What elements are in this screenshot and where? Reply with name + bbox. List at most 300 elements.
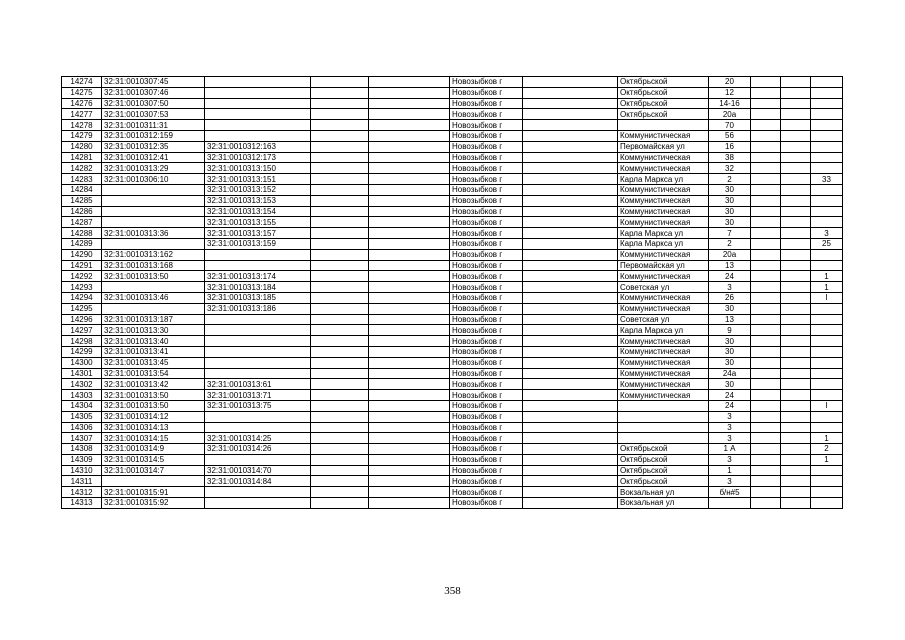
city-cell: Новозыбков г	[450, 465, 523, 476]
empty-column-cell	[311, 184, 369, 195]
empty-column-cell	[311, 163, 369, 174]
empty-column-cell	[523, 98, 618, 109]
empty-column-cell	[781, 174, 811, 185]
city-cell: Новозыбков г	[450, 444, 523, 455]
empty-column-cell	[751, 465, 781, 476]
linked-cadastral-number-cell: 32:31:0010314:26	[205, 444, 311, 455]
empty-column-cell	[781, 238, 811, 249]
empty-column-cell	[523, 217, 618, 228]
record-number-cell: 14311	[62, 476, 102, 487]
record-number-cell: 14292	[62, 271, 102, 282]
table-row	[62, 217, 843, 228]
empty-column-cell	[751, 217, 781, 228]
cadastral-number-cell: 32:31:0010313:50	[102, 390, 205, 401]
house-number-cell: 3	[709, 282, 751, 293]
street-cell: Коммунистическая	[618, 292, 709, 303]
record-number-cell: 14293	[62, 282, 102, 293]
empty-column-cell	[781, 228, 811, 239]
empty-column-cell	[523, 292, 618, 303]
empty-column-cell	[369, 314, 450, 325]
house-number-cell: 26	[709, 292, 751, 303]
empty-column-cell	[369, 195, 450, 206]
cadastral-number-cell: 32:31:0010313:168	[102, 260, 205, 271]
table-row	[62, 271, 843, 282]
linked-cadastral-number-cell	[205, 120, 311, 131]
empty-column-cell	[369, 454, 450, 465]
table-row	[62, 303, 843, 314]
linked-cadastral-number-cell: 32:31:0010313:184	[205, 282, 311, 293]
linked-cadastral-number-cell	[205, 368, 311, 379]
empty-column-cell	[369, 163, 450, 174]
table-row	[62, 314, 843, 325]
house-number-cell: 30	[709, 195, 751, 206]
empty-column-cell	[523, 206, 618, 217]
empty-column-cell	[751, 346, 781, 357]
empty-column-cell	[523, 422, 618, 433]
empty-column-cell	[369, 77, 450, 88]
empty-column-cell	[523, 184, 618, 195]
apartment-cell	[811, 498, 843, 509]
empty-column-cell	[751, 400, 781, 411]
empty-column-cell	[523, 454, 618, 465]
empty-column-cell	[781, 98, 811, 109]
street-cell: Карла Маркса ул	[618, 325, 709, 336]
linked-cadastral-number-cell	[205, 249, 311, 260]
empty-column-cell	[369, 206, 450, 217]
registry-table-body	[62, 77, 843, 509]
cadastral-number-cell	[102, 184, 205, 195]
empty-column-cell	[781, 454, 811, 465]
house-number-cell: 3	[709, 476, 751, 487]
house-number-cell: 1	[709, 465, 751, 476]
empty-column-cell	[781, 444, 811, 455]
empty-column-cell	[369, 325, 450, 336]
empty-column-cell	[781, 433, 811, 444]
linked-cadastral-number-cell: 32:31:0010312:173	[205, 152, 311, 163]
city-cell: Новозыбков г	[450, 357, 523, 368]
empty-column-cell	[369, 109, 450, 120]
apartment-cell	[811, 476, 843, 487]
empty-column-cell	[311, 238, 369, 249]
house-number-cell: 30	[709, 184, 751, 195]
house-number-cell	[709, 498, 751, 509]
record-number-cell: 14282	[62, 163, 102, 174]
empty-column-cell	[751, 109, 781, 120]
record-number-cell: 14280	[62, 141, 102, 152]
street-cell: Карла Маркса ул	[618, 174, 709, 185]
empty-column-cell	[781, 184, 811, 195]
street-cell: Октябрьской	[618, 77, 709, 88]
empty-column-cell	[369, 130, 450, 141]
street-cell: Коммунистическая	[618, 357, 709, 368]
empty-column-cell	[311, 206, 369, 217]
record-number-cell: 14294	[62, 292, 102, 303]
empty-column-cell	[311, 379, 369, 390]
empty-column-cell	[781, 271, 811, 282]
empty-column-cell	[523, 346, 618, 357]
table-row	[62, 130, 843, 141]
table-row	[62, 454, 843, 465]
street-cell: Карла Маркса ул	[618, 238, 709, 249]
city-cell: Новозыбков г	[450, 163, 523, 174]
table-row	[62, 238, 843, 249]
street-cell: Коммунистическая	[618, 206, 709, 217]
table-row	[62, 498, 843, 509]
empty-column-cell	[751, 98, 781, 109]
street-cell: Вокзальная ул	[618, 498, 709, 509]
empty-column-cell	[751, 379, 781, 390]
empty-column-cell	[369, 476, 450, 487]
cadastral-number-cell: 32:31:0010314:15	[102, 433, 205, 444]
table-row	[62, 487, 843, 498]
linked-cadastral-number-cell: 32:31:0010313:153	[205, 195, 311, 206]
house-number-cell: 56	[709, 130, 751, 141]
empty-column-cell	[311, 487, 369, 498]
cadastral-number-cell: 32:31:0010313:50	[102, 271, 205, 282]
empty-column-cell	[369, 174, 450, 185]
empty-column-cell	[311, 411, 369, 422]
empty-column-cell	[781, 109, 811, 120]
record-number-cell: 14275	[62, 87, 102, 98]
city-cell: Новозыбков г	[450, 98, 523, 109]
apartment-cell	[811, 314, 843, 325]
street-cell	[618, 400, 709, 411]
empty-column-cell	[781, 390, 811, 401]
street-cell: Коммунистическая	[618, 163, 709, 174]
cadastral-number-cell: 32:31:0010312:159	[102, 130, 205, 141]
empty-column-cell	[781, 346, 811, 357]
empty-column-cell	[523, 390, 618, 401]
empty-column-cell	[781, 282, 811, 293]
cadastral-number-cell	[102, 206, 205, 217]
cadastral-number-cell	[102, 303, 205, 314]
house-number-cell: 20	[709, 77, 751, 88]
record-number-cell: 14281	[62, 152, 102, 163]
empty-column-cell	[523, 433, 618, 444]
record-number-cell: 14302	[62, 379, 102, 390]
empty-column-cell	[369, 498, 450, 509]
city-cell: Новозыбков г	[450, 346, 523, 357]
house-number-cell: 16	[709, 141, 751, 152]
empty-column-cell	[523, 152, 618, 163]
house-number-cell: 3	[709, 411, 751, 422]
empty-column-cell	[523, 303, 618, 314]
cadastral-number-cell: 32:31:0010313:46	[102, 292, 205, 303]
empty-column-cell	[311, 109, 369, 120]
apartment-cell	[811, 422, 843, 433]
house-number-cell: 20а	[709, 109, 751, 120]
empty-column-cell	[369, 98, 450, 109]
city-cell: Новозыбков г	[450, 238, 523, 249]
house-number-cell: 24	[709, 390, 751, 401]
table-row	[62, 163, 843, 174]
empty-column-cell	[311, 433, 369, 444]
empty-column-cell	[751, 141, 781, 152]
table-row	[62, 184, 843, 195]
record-number-cell: 14297	[62, 325, 102, 336]
empty-column-cell	[781, 141, 811, 152]
linked-cadastral-number-cell: 32:31:0010313:150	[205, 163, 311, 174]
empty-column-cell	[311, 498, 369, 509]
empty-column-cell	[369, 411, 450, 422]
apartment-cell	[811, 217, 843, 228]
table-row	[62, 433, 843, 444]
empty-column-cell	[523, 163, 618, 174]
empty-column-cell	[781, 77, 811, 88]
empty-column-cell	[311, 400, 369, 411]
empty-column-cell	[751, 163, 781, 174]
apartment-cell	[811, 368, 843, 379]
cadastral-number-cell: 32:31:0010314:7	[102, 465, 205, 476]
empty-column-cell	[311, 130, 369, 141]
cadastral-number-cell	[102, 217, 205, 228]
empty-column-cell	[311, 195, 369, 206]
cadastral-number-cell: 32:31:0010313:187	[102, 314, 205, 325]
empty-column-cell	[523, 282, 618, 293]
house-number-cell: 38	[709, 152, 751, 163]
record-number-cell: 14287	[62, 217, 102, 228]
street-cell: Советская ул	[618, 282, 709, 293]
house-number-cell: 20а	[709, 249, 751, 260]
house-number-cell: 2	[709, 174, 751, 185]
street-cell	[618, 422, 709, 433]
empty-column-cell	[523, 141, 618, 152]
empty-column-cell	[523, 87, 618, 98]
empty-column-cell	[369, 422, 450, 433]
house-number-cell: 30	[709, 379, 751, 390]
city-cell: Новозыбков г	[450, 141, 523, 152]
apartment-cell	[811, 109, 843, 120]
table-row	[62, 346, 843, 357]
linked-cadastral-number-cell	[205, 77, 311, 88]
empty-column-cell	[751, 498, 781, 509]
table-row	[62, 282, 843, 293]
linked-cadastral-number-cell	[205, 98, 311, 109]
city-cell: Новозыбков г	[450, 379, 523, 390]
empty-column-cell	[751, 357, 781, 368]
street-cell: Коммунистическая	[618, 195, 709, 206]
empty-column-cell	[751, 228, 781, 239]
empty-column-cell	[369, 238, 450, 249]
street-cell: Коммунистическая	[618, 379, 709, 390]
record-number-cell: 14300	[62, 357, 102, 368]
street-cell: Октябрьской	[618, 109, 709, 120]
empty-column-cell	[311, 346, 369, 357]
house-number-cell: 30	[709, 357, 751, 368]
city-cell: Новозыбков г	[450, 228, 523, 239]
empty-column-cell	[751, 390, 781, 401]
apartment-cell	[811, 336, 843, 347]
street-cell: Коммунистическая	[618, 368, 709, 379]
table-row	[62, 152, 843, 163]
linked-cadastral-number-cell: 32:31:0010314:84	[205, 476, 311, 487]
empty-column-cell	[311, 87, 369, 98]
table-row	[62, 336, 843, 347]
empty-column-cell	[751, 454, 781, 465]
street-cell: Октябрьской	[618, 454, 709, 465]
empty-column-cell	[369, 228, 450, 239]
empty-column-cell	[311, 271, 369, 282]
record-number-cell: 14290	[62, 249, 102, 260]
empty-column-cell	[369, 368, 450, 379]
empty-column-cell	[751, 271, 781, 282]
street-cell: Первомайская ул	[618, 260, 709, 271]
apartment-cell	[811, 465, 843, 476]
cadastral-number-cell: 32:31:0010314:5	[102, 454, 205, 465]
table-row	[62, 98, 843, 109]
record-number-cell: 14284	[62, 184, 102, 195]
empty-column-cell	[751, 184, 781, 195]
empty-column-cell	[523, 260, 618, 271]
city-cell: Новозыбков г	[450, 130, 523, 141]
record-number-cell: 14285	[62, 195, 102, 206]
cadastral-number-cell: 32:31:0010313:36	[102, 228, 205, 239]
record-number-cell: 14310	[62, 465, 102, 476]
linked-cadastral-number-cell: 32:31:0010313:154	[205, 206, 311, 217]
record-number-cell: 14298	[62, 336, 102, 347]
empty-column-cell	[523, 174, 618, 185]
record-number-cell: 14303	[62, 390, 102, 401]
empty-column-cell	[311, 325, 369, 336]
record-number-cell: 14291	[62, 260, 102, 271]
city-cell: Новозыбков г	[450, 422, 523, 433]
record-number-cell: 14289	[62, 238, 102, 249]
cadastral-number-cell: 32:31:0010314:9	[102, 444, 205, 455]
table-row	[62, 120, 843, 131]
linked-cadastral-number-cell: 32:31:0010314:25	[205, 433, 311, 444]
empty-column-cell	[523, 314, 618, 325]
empty-column-cell	[311, 98, 369, 109]
empty-column-cell	[369, 282, 450, 293]
empty-column-cell	[311, 314, 369, 325]
empty-column-cell	[751, 336, 781, 347]
table-row	[62, 206, 843, 217]
cadastral-number-cell: 32:31:0010311:31	[102, 120, 205, 131]
city-cell: Новозыбков г	[450, 206, 523, 217]
empty-column-cell	[751, 206, 781, 217]
house-number-cell: 3	[709, 433, 751, 444]
empty-column-cell	[369, 487, 450, 498]
empty-column-cell	[781, 476, 811, 487]
apartment-cell	[811, 152, 843, 163]
house-number-cell: 30	[709, 217, 751, 228]
cadastral-number-cell: 32:31:0010313:41	[102, 346, 205, 357]
empty-column-cell	[751, 120, 781, 131]
empty-column-cell	[369, 433, 450, 444]
linked-cadastral-number-cell	[205, 325, 311, 336]
street-cell: Коммунистическая	[618, 271, 709, 282]
empty-column-cell	[781, 400, 811, 411]
linked-cadastral-number-cell	[205, 314, 311, 325]
city-cell: Новозыбков г	[450, 271, 523, 282]
empty-column-cell	[369, 379, 450, 390]
apartment-cell	[811, 77, 843, 88]
street-cell: Первомайская ул	[618, 141, 709, 152]
apartment-cell	[811, 260, 843, 271]
record-number-cell: 14299	[62, 346, 102, 357]
city-cell: Новозыбков г	[450, 368, 523, 379]
empty-column-cell	[751, 77, 781, 88]
city-cell: Новозыбков г	[450, 195, 523, 206]
empty-column-cell	[523, 498, 618, 509]
apartment-cell: 1	[811, 433, 843, 444]
city-cell: Новозыбков г	[450, 303, 523, 314]
house-number-cell: 12	[709, 87, 751, 98]
empty-column-cell	[311, 357, 369, 368]
linked-cadastral-number-cell: 32:31:0010313:75	[205, 400, 311, 411]
table-row	[62, 465, 843, 476]
table-row	[62, 228, 843, 239]
linked-cadastral-number-cell	[205, 109, 311, 120]
city-cell: Новозыбков г	[450, 314, 523, 325]
cadastral-number-cell: 32:31:0010315:91	[102, 487, 205, 498]
cadastral-number-cell: 32:31:0010307:45	[102, 77, 205, 88]
empty-column-cell	[523, 411, 618, 422]
street-cell	[618, 120, 709, 131]
street-cell: Коммунистическая	[618, 184, 709, 195]
record-number-cell: 14288	[62, 228, 102, 239]
empty-column-cell	[751, 130, 781, 141]
empty-column-cell	[369, 400, 450, 411]
empty-column-cell	[781, 498, 811, 509]
empty-column-cell	[311, 465, 369, 476]
linked-cadastral-number-cell	[205, 346, 311, 357]
table-row	[62, 249, 843, 260]
empty-column-cell	[311, 444, 369, 455]
city-cell: Новозыбков г	[450, 249, 523, 260]
apartment-cell	[811, 141, 843, 152]
house-number-cell: 24а	[709, 368, 751, 379]
empty-column-cell	[523, 465, 618, 476]
empty-column-cell	[523, 238, 618, 249]
record-number-cell: 14279	[62, 130, 102, 141]
house-number-cell: 30	[709, 206, 751, 217]
city-cell: Новозыбков г	[450, 87, 523, 98]
street-cell: Коммунистическая	[618, 152, 709, 163]
linked-cadastral-number-cell	[205, 87, 311, 98]
empty-column-cell	[523, 195, 618, 206]
empty-column-cell	[369, 271, 450, 282]
empty-column-cell	[369, 260, 450, 271]
house-number-cell: 14-16	[709, 98, 751, 109]
empty-column-cell	[311, 390, 369, 401]
empty-column-cell	[751, 325, 781, 336]
cadastral-number-cell: 32:31:0010313:45	[102, 357, 205, 368]
empty-column-cell	[781, 130, 811, 141]
apartment-cell	[811, 87, 843, 98]
table-row	[62, 444, 843, 455]
empty-column-cell	[751, 411, 781, 422]
city-cell: Новозыбков г	[450, 433, 523, 444]
linked-cadastral-number-cell: 32:31:0010313:61	[205, 379, 311, 390]
apartment-cell	[811, 120, 843, 131]
house-number-cell: 1 А	[709, 444, 751, 455]
empty-column-cell	[311, 422, 369, 433]
cadastral-number-cell: 32:31:0010312:41	[102, 152, 205, 163]
empty-column-cell	[523, 228, 618, 239]
street-cell: Коммунистическая	[618, 130, 709, 141]
city-cell: Новозыбков г	[450, 487, 523, 498]
table-row	[62, 411, 843, 422]
table-row	[62, 141, 843, 152]
table-row	[62, 476, 843, 487]
street-cell	[618, 433, 709, 444]
empty-column-cell	[369, 303, 450, 314]
apartment-cell	[811, 390, 843, 401]
record-number-cell: 14295	[62, 303, 102, 314]
empty-column-cell	[311, 260, 369, 271]
city-cell: Новозыбков г	[450, 390, 523, 401]
